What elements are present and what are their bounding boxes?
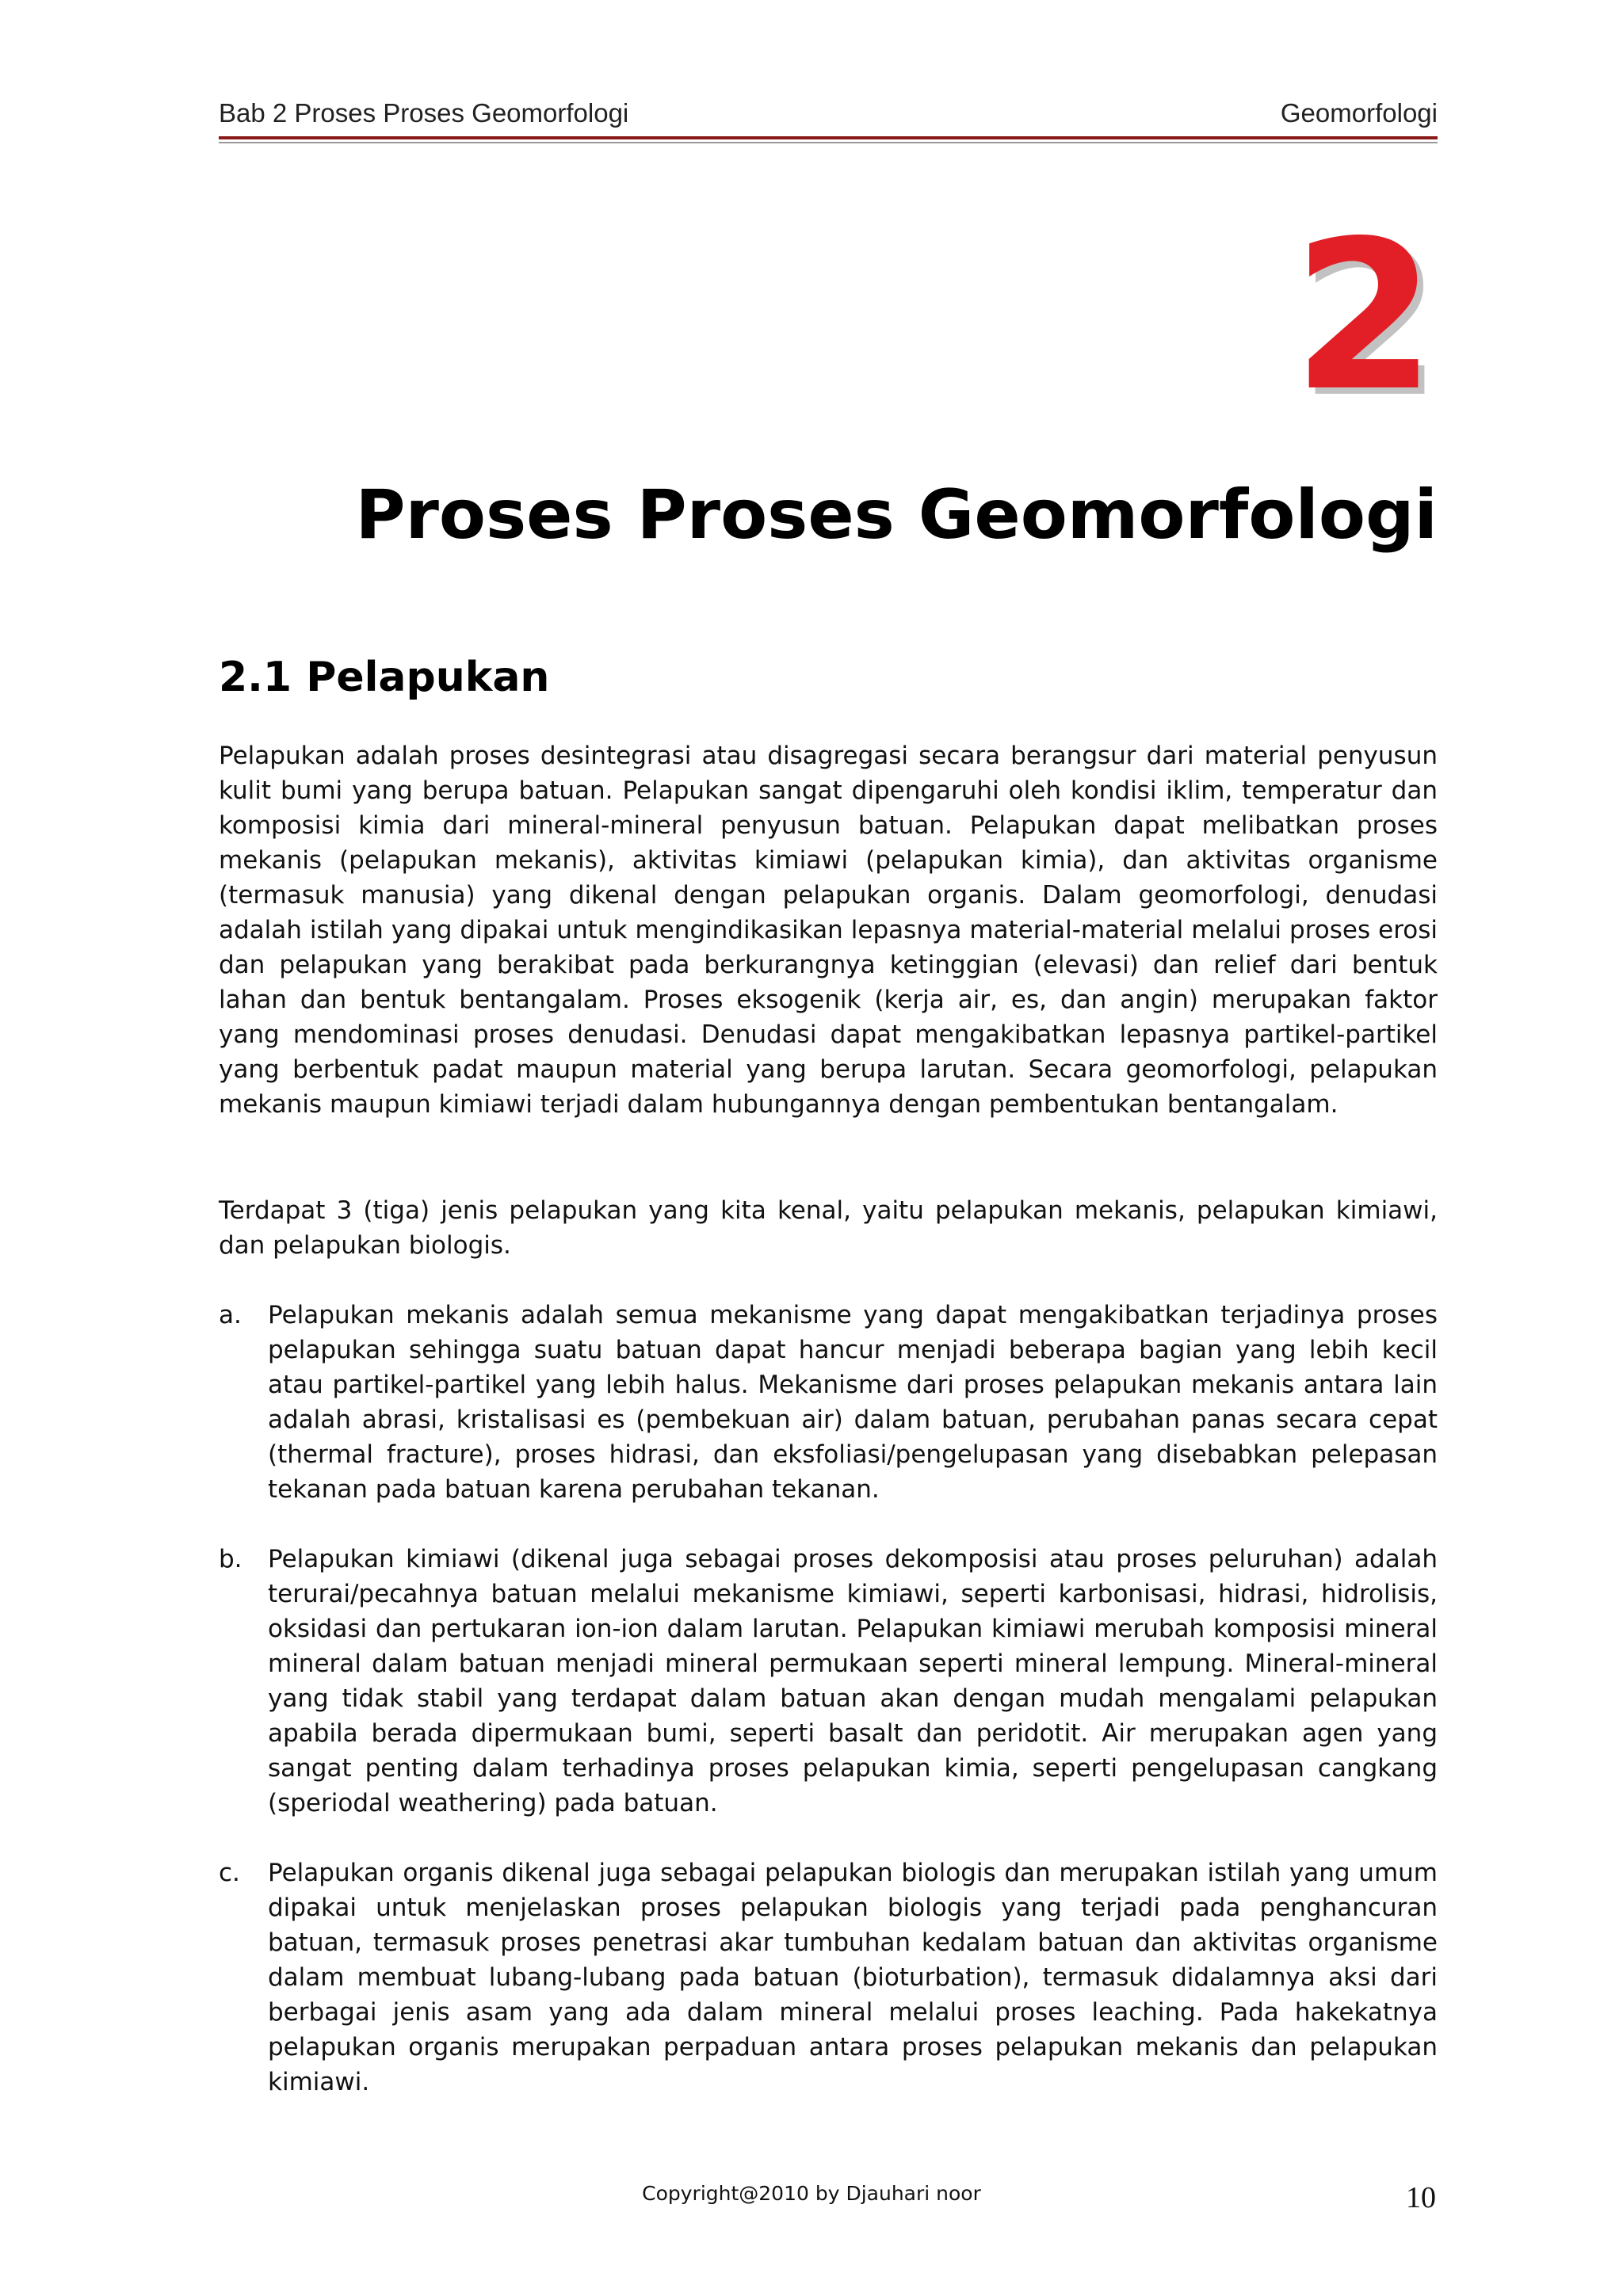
list-marker: a. xyxy=(219,1301,242,1329)
list-item-text: Pelapukan organis dikenal juga sebagai pelapukan biologis dan merupakan istilah yang umum dipakai untuk menjelaskan proses pelapukan biologis yang terjadi pada penghancuran batuan, termasuk proses penetrasi akar tumbuhan kedalam batuan dan aktivitas organisme dalam membuat lubang-lubang pada batuan (bioturbation), termasuk didalamnya aksi dari berbagai jenis asam yang ada dalam mineral melalui proses leaching. Pada hakekatnya pelapukan organis merupakan perpaduan antara proses pelapukan mekanis dan pelapukan kimiawi. xyxy=(268,1859,1438,2096)
chapter-title: Proses Proses Geomorfologi xyxy=(355,475,1438,555)
running-header xyxy=(219,98,1438,138)
body-paragraph-1: Pelapukan adalah proses desintegrasi atau disagregasi secara berangsur dari material penyusun kulit bumi yang berupa batuan. Pelapukan sangat dipengaruhi oleh kondisi iklim, temperatur dan komposisi kimia dari mineral-mineral penyusun batuan. Pelapukan dapat melibatkan proses mekanis (pelapukan mekanis), aktivitas kimiawi (pelapukan kimia), dan aktivitas organisme (termasuk manusia) yang dikenal dengan pelapukan organis. Dalam geomorfologi, denudasi adalah istilah yang dipakai untuk mengindikasikan lepasnya material-material melalui proses erosi dan pelapukan yang berakibat pada berkurangnya ketinggian (elevasi) dan relief dari bentuk lahan dan bentuk bentangalam. Proses eksogenik (kerja air, es, dan angin) merupakan faktor yang mendominasi proses denudasi. Denudasi dapat mengakibatkan lepasnya partikel-partikel yang berbentuk padat maupun material yang berupa larutan. Secara geomorfologi, pelapukan mekanis maupun kimiawi terjadi dalam hubungannya dengan pembentukan bentangalam. xyxy=(219,742,1438,1119)
footer-copyright: Copyright@2010 by Djauhari noor xyxy=(642,2182,981,2205)
list-item-text: Pelapukan kimiawi (dikenal juga sebagai proses dekomposisi atau proses peluruhan) adalah terurai/pecahnya batuan melalui mekanisme kimiawi, seperti karbonisasi, hidrasi, hidrolisis, oksidasi dan pertukaran ion-ion dalam larutan. Pelapukan kimiawi merubah komposisi mineral mineral dalam batuan menjadi mineral permukaan seperti mineral lempung. Mineral-mineral yang tidak stabil yang terdapat dalam batuan akan dengan mudah mengalami pelapukan apabila berada dipermukaan bumi, seperti basalt dan peridotit. Air merupakan agen yang sangat penting dalam terhadinya proses pelapukan kimia, seperti pengelupasan cangkang (speriodal weathering) pada batuan. xyxy=(268,1545,1438,1817)
header-rule xyxy=(219,136,1438,139)
section-heading: 2.1 Pelapukan xyxy=(219,654,550,701)
header-rule-secondary xyxy=(219,142,1438,143)
list-marker: c. xyxy=(219,1859,240,1887)
body-paragraph-2: Terdapat 3 (tiga) jenis pelapukan yang kita kenal, yaitu pelapukan mekanis, pelapukan kimiawi, dan pelapukan biologis. xyxy=(219,1196,1438,1260)
header-chapter-label: Bab 2 Proses Proses Geomorfologi xyxy=(219,98,629,128)
chapter-number: 2 xyxy=(1293,197,1436,437)
list-marker: b. xyxy=(219,1545,242,1573)
header-book-title: Geomorfologi xyxy=(1280,98,1438,128)
page-number: 10 xyxy=(1406,2181,1436,2214)
list-item-text: Pelapukan mekanis adalah semua mekanisme yang dapat mengakibatkan terjadinya proses pelapukan sehingga suatu batuan dapat hancur menjadi beberapa bagian yang lebih kecil atau partikel-partikel yang lebih halus. Mekanisme dari proses pelapukan mekanis antara lain adalah abrasi, kristalisasi es (pembekuan air) dalam batuan, perubahan panas secara cepat (thermal fracture), proses hidrasi, dan eksfoliasi/pengelupasan yang disebabkan pelepasan tekanan pada batuan karena perubahan tekanan. xyxy=(268,1301,1438,1504)
